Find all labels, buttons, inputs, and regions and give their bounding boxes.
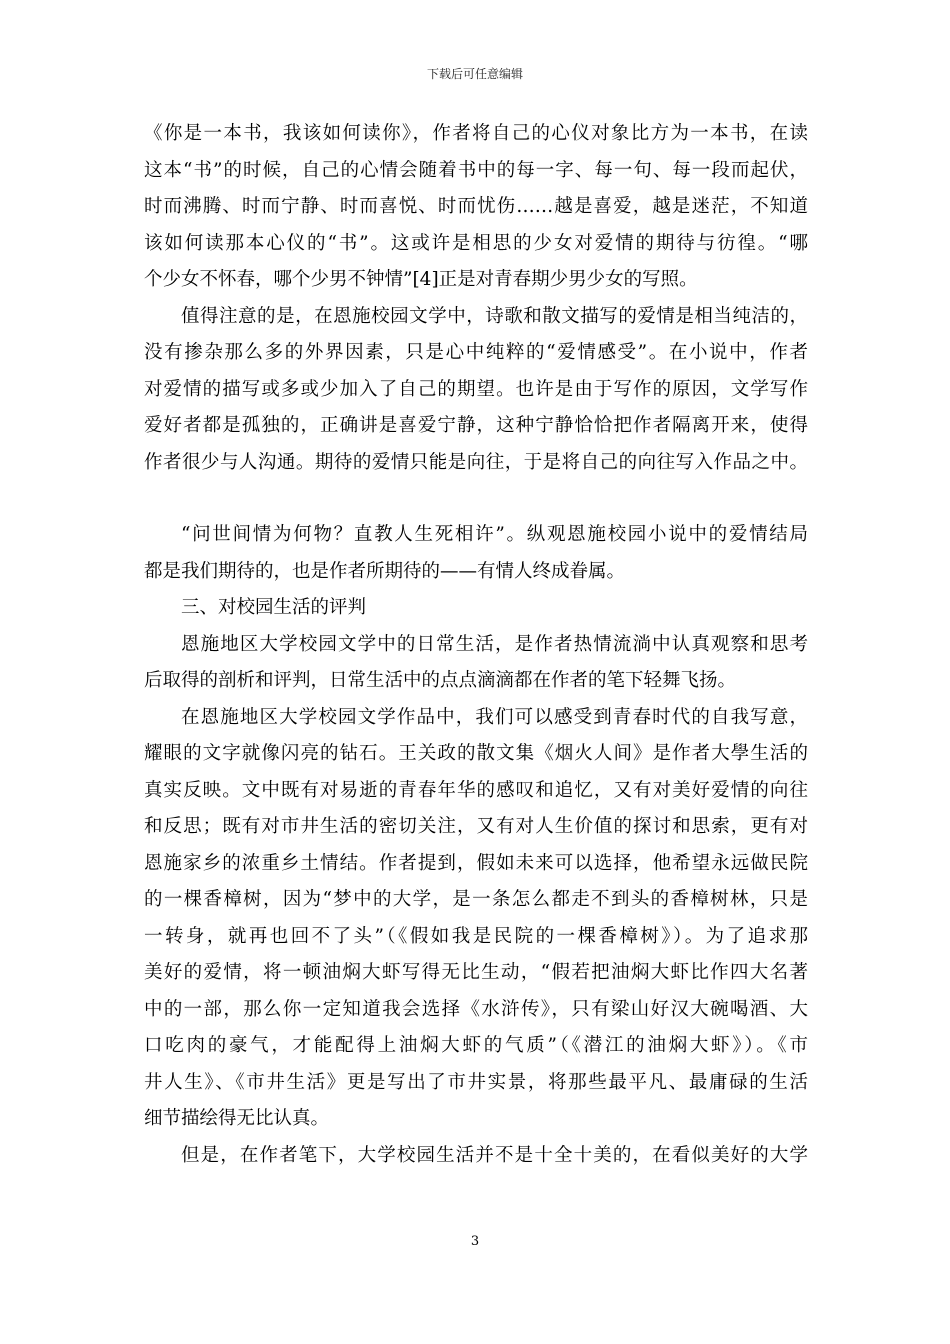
text-line: 但是，在作者笔下，大学校园生活并不是十全十美的，在看似美好的大学	[181, 1144, 808, 1166]
page-number: 3	[470, 1234, 480, 1249]
text-line: 爱好者都是孤独的，正确讲是喜爱宁静，这种宁静恰恰把作者隔离开来，使得	[144, 415, 808, 436]
text-line: 值得注意的是，在恩施校园文学中，诗歌和散文描写的爱情是相当纯洁的，	[181, 305, 808, 327]
text-line: 《你是一本书，我该如何读你》，作者将自己的心仪对象比方为一本书，在读	[144, 123, 808, 144]
text-line: 中的一部，那么你一定知道我会选择《水浒传》，只有梁山好汉大碗喝酒、大	[144, 998, 808, 1020]
text-line: 该如何读那本心仪的“书”。这或许是相思的少女对爱情的期待与彷徨。“哪	[144, 232, 808, 254]
section-heading: 三、对校园生活的评判	[181, 597, 367, 618]
text-line: 在恩施地区大学校园文学作品中，我们可以感受到青春时代的自我写意，	[181, 706, 808, 728]
text-line: 恩施家乡的浓重乡土情结。作者提到，假如未来可以选择，他希望永远做民院	[144, 852, 808, 874]
text-line: 一转身，就再也回不了头”（《假如我是民院的一棵香樟树》）。为了追求那	[144, 925, 808, 947]
text-line: “问世间情为何物？直教人生死相许”。纵观恩施校园小说中的爱情结局	[181, 524, 808, 545]
text-line: 个少女不怀春，哪个少男不钟情”[4]正是对青春期少男少女的写照。	[144, 269, 698, 290]
text-line: 细节描绘得无比认真。	[144, 1108, 330, 1129]
text-line: 对爱情的描写或多或少加入了自己的期望。也许是由于写作的原因，文学写作	[144, 378, 808, 400]
text-line: 没有掺杂那么多的外界因素，只是心中纯粹的“爱情感受”。在小说中，作者	[144, 342, 808, 363]
text-line: 恩施地区大学校园文学中的日常生活，是作者热情流淌中认真观察和思考	[181, 633, 808, 655]
text-line: 真实反映。文中既有对易逝的青春年华的感叹和追忆，又有对美好爱情的向往	[144, 779, 808, 801]
text-line: 都是我们期待的，也是作者所期待的——有情人终成眷属。	[144, 560, 626, 582]
page-header: 下载后可任意编辑	[426, 67, 523, 81]
text-line: 后取得的剖析和评判，日常生活中的点点滴滴都在作者的笔下轻舞飞扬。	[144, 670, 737, 691]
text-line: 时而沸腾、时而宁静、时而喜悦、时而忧伤……越是喜爱，越是迷茫，不知道	[144, 196, 808, 217]
paragraph-gap	[144, 481, 808, 517]
document-body	[144, 116, 808, 1174]
text-line: 作者很少与人沟通。期待的爱情只能是向往，于是将自己的向往写入作品之中。	[144, 451, 808, 473]
text-line: 的一棵香樟树，因为“梦中的大学，是一条怎么都走不到头的香樟树林，只是	[144, 889, 808, 910]
text-line: 井人生》、《市井生活》更是写出了市井实景，将那些最平凡、最庸碌的生活	[144, 1071, 808, 1093]
text-line: 美好的爱情，将一顿油焖大虾写得无比生动，“假若把油焖大虾比作四大名著	[144, 962, 808, 983]
text-line: 耀眼的文字就像闪亮的钻石。王关政的散文集《烟火人间》是作者大學生活的	[144, 743, 808, 764]
text-line: 这本“书”的时候，自己的心情会随着书中的每一字、每一句、每一段而起伏，	[144, 159, 808, 181]
text-line: 口吃肉的豪气，才能配得上油焖大虾的气质”（《潜江的油焖大虾》）。《市	[144, 1035, 808, 1056]
text-line: 和反思；既有对市井生活的密切关注，又有对人生价值的探讨和思索，更有对	[144, 816, 808, 837]
